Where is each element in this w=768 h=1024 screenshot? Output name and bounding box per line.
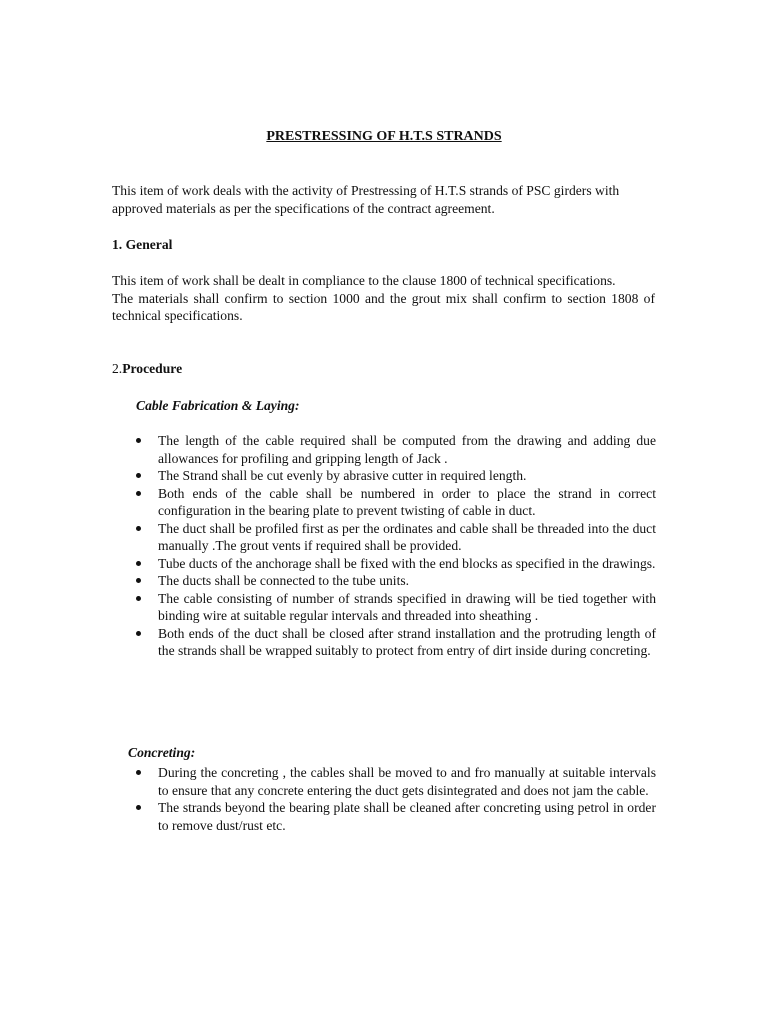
- section-heading-procedure: [112, 360, 182, 378]
- list-item: Both ends of the cable shall be numbered in order to place the strand in correct configuration in the bearing plate to prevent twisting of cable in duct.: [134, 485, 656, 520]
- list-item: Both ends of the duct shall be closed after strand installation and the protruding length of the strands shall be wrapped suitably to protect from entry of dirt inside during concreting.: [134, 625, 656, 660]
- subheading-cable-fabrication: Cable Fabrication & Laying:: [136, 398, 300, 413]
- procedure-heading-text: Procedure: [122, 361, 183, 376]
- list-item: The Strand shall be cut evenly by abrasive cutter in required length.: [134, 467, 656, 485]
- document-title: PRESTRESSING OF H.T.S STRANDS: [266, 129, 502, 144]
- general-text-2: The materials shall confirm to section 1000 and the grout mix shall confirm to section 1808 of technical specifications.: [112, 290, 655, 323]
- list-item: The length of the cable required shall be computed from the drawing and adding due allowances for profiling and gripping length of Jack .: [134, 432, 656, 467]
- general-paragraph: [112, 272, 655, 325]
- list-item: The duct shall be profiled first as per the ordinates and cable shall be threaded into the duct manually .The grout vents if required shall be provided.: [134, 520, 656, 555]
- intro-paragraph: This item of work deals with the activity of Prestressing of H.T.S strands of PSC girders with approved materials as per the specifications of the contract agreement.: [112, 183, 620, 216]
- list-item: During the concreting , the cables shall be moved to and fro manually at suitable intervals to ensure that any concrete entering the duct gets disintegrated and does not jam the cable.: [134, 764, 656, 799]
- cable-fabrication-list: [134, 432, 656, 660]
- list-item: The ducts shall be connected to the tube units.: [134, 572, 656, 590]
- subheading-concreting: Concreting:: [128, 745, 196, 760]
- section-heading-general: 1. General: [112, 237, 173, 252]
- list-item: The strands beyond the bearing plate shall be cleaned after concreting using petrol in order to remove dust/rust etc.: [134, 799, 656, 834]
- general-text-1: This item of work shall be dealt in compliance to the clause 1800 of technical specifications.: [112, 273, 616, 288]
- procedure-number: 2.: [112, 361, 123, 376]
- list-item: The cable consisting of number of strands specified in drawing will be tied together with binding wire at suitable regular intervals and threaded into sheathing .: [134, 590, 656, 625]
- list-item: Tube ducts of the anchorage shall be fixed with the end blocks as specified in the drawings.: [134, 555, 656, 573]
- concreting-list: [134, 764, 656, 834]
